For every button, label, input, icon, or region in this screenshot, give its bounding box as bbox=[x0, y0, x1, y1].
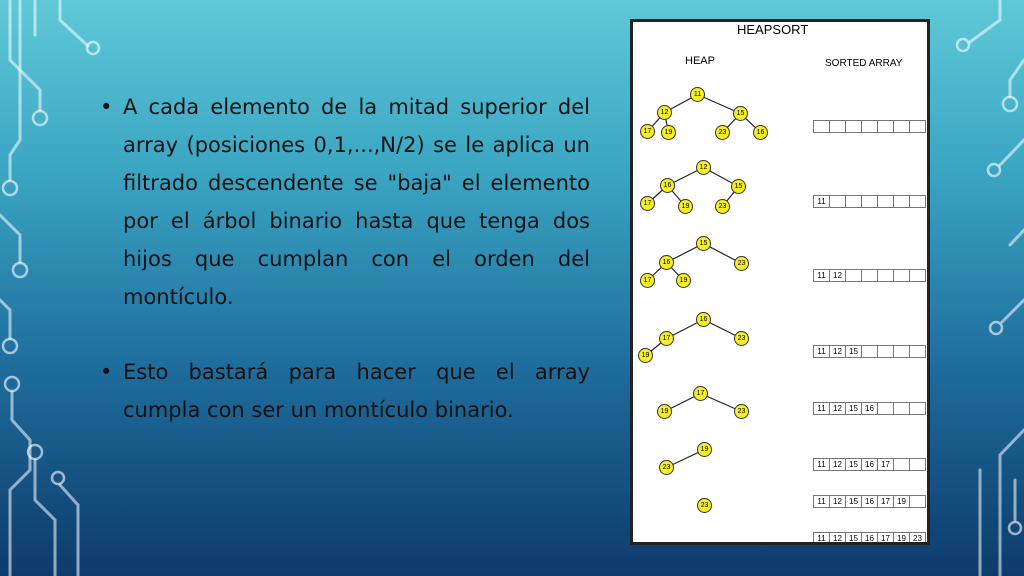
array-cell: 19 bbox=[893, 532, 910, 545]
bullet-item bbox=[100, 88, 590, 316]
array-cell: 12 bbox=[829, 345, 846, 358]
array-cell bbox=[861, 120, 878, 133]
sorted-array bbox=[814, 195, 926, 208]
array-cell: 15 bbox=[845, 345, 862, 358]
array-cell bbox=[877, 345, 894, 358]
heap-node: 12 bbox=[696, 160, 711, 175]
array-cell bbox=[909, 402, 926, 415]
heap-node: 16 bbox=[696, 312, 711, 327]
array-cell bbox=[893, 458, 910, 471]
heap-node: 16 bbox=[753, 125, 768, 140]
sorted-array bbox=[814, 120, 926, 133]
array-cell bbox=[861, 195, 878, 208]
bullet-text: A cada elemento de la mitad superior del array (posiciones 0,1,...,N/2) se le aplica un filtrado descendente se "baja" el elemento por el árbol binario hasta que tenga dos hijos que cumplan con el orden del montículo. bbox=[123, 95, 590, 309]
heap-node: 19 bbox=[657, 404, 672, 419]
sorted-array-label: SORTED ARRAY bbox=[825, 58, 903, 69]
array-cell bbox=[861, 269, 878, 282]
array-cell: 23 bbox=[909, 532, 926, 545]
heap-node: 15 bbox=[696, 236, 711, 251]
array-cell bbox=[909, 345, 926, 358]
array-cell: 11 bbox=[813, 458, 830, 471]
array-cell bbox=[909, 120, 926, 133]
array-cell bbox=[893, 195, 910, 208]
array-cell: 12 bbox=[829, 402, 846, 415]
array-cell: 17 bbox=[877, 532, 894, 545]
array-cell bbox=[877, 402, 894, 415]
array-cell bbox=[877, 120, 894, 133]
array-cell bbox=[909, 495, 926, 508]
heap-node: 17 bbox=[640, 273, 655, 288]
heapsort-figure bbox=[630, 19, 930, 545]
heap-node: 23 bbox=[734, 256, 749, 271]
array-cell: 12 bbox=[829, 458, 846, 471]
array-cell bbox=[909, 458, 926, 471]
array-cell: 17 bbox=[877, 458, 894, 471]
heap-node: 23 bbox=[697, 498, 712, 513]
heap-node: 12 bbox=[657, 105, 672, 120]
array-cell: 11 bbox=[813, 532, 830, 545]
heap-node: 23 bbox=[715, 199, 730, 214]
array-cell bbox=[829, 195, 846, 208]
array-cell: 11 bbox=[813, 345, 830, 358]
array-cell bbox=[813, 120, 830, 133]
array-cell bbox=[829, 120, 846, 133]
array-cell bbox=[845, 269, 862, 282]
array-cell: 15 bbox=[845, 458, 862, 471]
array-cell: 16 bbox=[861, 402, 878, 415]
bullet-list bbox=[100, 88, 590, 466]
array-cell: 11 bbox=[813, 495, 830, 508]
sorted-array bbox=[814, 269, 926, 282]
circuit-decoration-right bbox=[940, 0, 1024, 576]
sorted-array bbox=[814, 495, 926, 508]
heap-node: 17 bbox=[693, 386, 708, 401]
circuit-decoration-left bbox=[0, 0, 113, 576]
array-cell: 12 bbox=[829, 532, 846, 545]
bullet-marker: • bbox=[100, 95, 113, 119]
bullet-marker: • bbox=[100, 360, 113, 384]
sorted-array bbox=[814, 458, 926, 471]
heap-node: 15 bbox=[731, 179, 746, 194]
array-cell bbox=[909, 195, 926, 208]
heap-node: 19 bbox=[676, 273, 691, 288]
array-cell: 11 bbox=[813, 402, 830, 415]
heap-node: 16 bbox=[659, 255, 674, 270]
array-cell: 12 bbox=[829, 495, 846, 508]
array-cell bbox=[845, 120, 862, 133]
array-cell: 19 bbox=[893, 495, 910, 508]
figure-title: HEAPSORT bbox=[737, 22, 809, 37]
array-cell bbox=[877, 195, 894, 208]
heap-node: 11 bbox=[690, 87, 705, 102]
heap-node: 23 bbox=[659, 460, 674, 475]
heap-node: 16 bbox=[660, 178, 675, 193]
array-cell bbox=[893, 345, 910, 358]
array-cell: 16 bbox=[861, 495, 878, 508]
array-cell bbox=[893, 402, 910, 415]
bullet-text: Esto bastará para hacer que el array cumpla con ser un montículo binario. bbox=[123, 360, 590, 422]
array-cell: 16 bbox=[861, 532, 878, 545]
heap-node: 17 bbox=[659, 331, 674, 346]
bullet-item bbox=[100, 353, 590, 429]
array-cell: 16 bbox=[861, 458, 878, 471]
array-cell: 15 bbox=[845, 495, 862, 508]
array-cell bbox=[845, 195, 862, 208]
heap-node: 19 bbox=[678, 199, 693, 214]
array-cell: 12 bbox=[829, 269, 846, 282]
array-cell bbox=[909, 269, 926, 282]
sorted-array bbox=[814, 402, 926, 415]
heap-node: 23 bbox=[734, 404, 749, 419]
array-cell bbox=[877, 269, 894, 282]
heap-node: 15 bbox=[733, 106, 748, 121]
heap-node: 23 bbox=[715, 125, 730, 140]
array-cell: 17 bbox=[877, 495, 894, 508]
heap-node: 17 bbox=[640, 124, 655, 139]
array-cell: 15 bbox=[845, 402, 862, 415]
array-cell bbox=[893, 269, 910, 282]
array-cell: 15 bbox=[845, 532, 862, 545]
heap-node: 19 bbox=[661, 125, 676, 140]
heap-label: HEAP bbox=[685, 55, 715, 67]
array-cell: 11 bbox=[813, 195, 830, 208]
sorted-array bbox=[814, 345, 926, 358]
heap-node: 17 bbox=[640, 196, 655, 211]
array-cell: 11 bbox=[813, 269, 830, 282]
heap-node: 23 bbox=[734, 331, 749, 346]
heap-node: 19 bbox=[638, 348, 653, 363]
array-cell bbox=[861, 345, 878, 358]
array-cell bbox=[893, 120, 910, 133]
heap-node: 19 bbox=[697, 442, 712, 457]
sorted-array bbox=[814, 532, 926, 545]
